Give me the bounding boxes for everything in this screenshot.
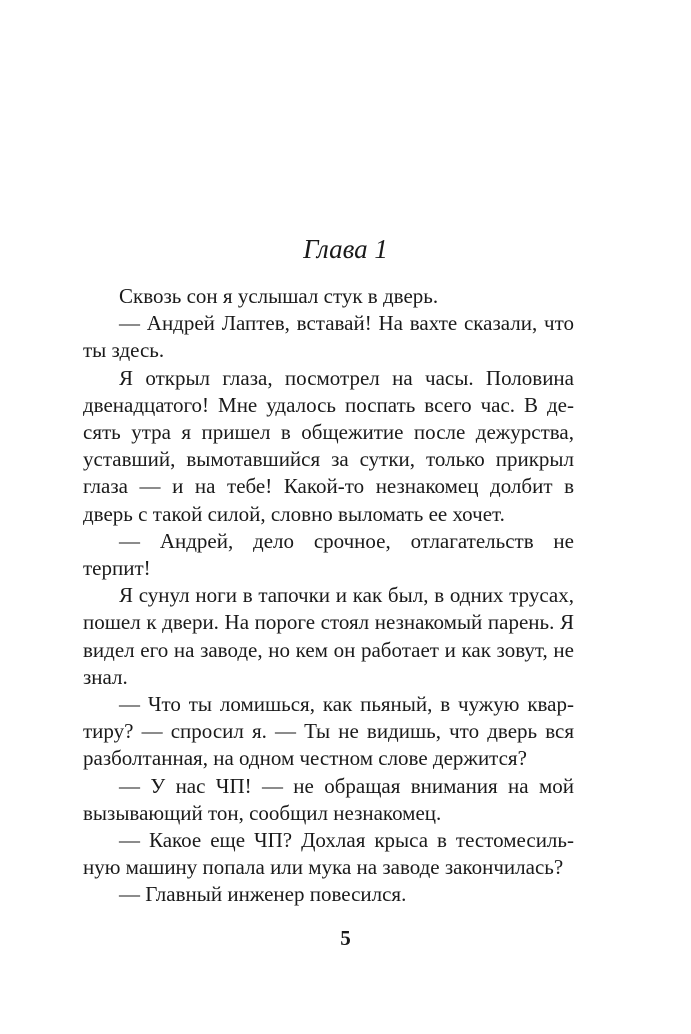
chapter-title: Глава 1 [303,234,388,264]
chapter-body [83,283,574,909]
paragraph: Я открыл глаза, посмотрел на часы. Половина двенадцатого! Мне удалось поспать всего час. В десять утра я пришел в общежитие после дежурства, уставший, вымотавшийся за сутки, только прикрыл глаза — и на тебе! Какой-то незнакомец долбит в дверь с такой силой, словно выломать ее хочет. [83,365,574,526]
paragraph: — Андрей Лаптев, вставай! На вахте сказали, что ты здесь. [83,311,574,363]
paragraph: Сквозь сон я услышал стук в дверь. [119,284,439,308]
paragraph: — Какое еще ЧП? Дохлая крыса в тестомесильную машину попала или мука на заводе закончилась? [83,828,574,880]
page-number: 5 [340,926,351,950]
paragraph: — Главный инженер повесился. [119,882,407,907]
paragraph: — Что ты ломишься, как пьяный, в чужую квартиру? — спросил я. — Ты не видишь, что дверь вся разболтанная, на одном честном слове держится? [83,692,574,771]
paragraph: — У нас ЧП! — не обращая внимания на мой вызывающий тон, сообщил незнакомец. [83,773,574,825]
paragraph: Я сунул ноги в тапочки и как был, в одних трусах, пошел к двери. На пороге стоял незнакомый парень. Я видел его на заводе, но кем он работает и как зовут, не знал. [83,583,574,689]
paragraph: — Андрей, дело срочное, отлагательств не терпит! [83,528,574,581]
